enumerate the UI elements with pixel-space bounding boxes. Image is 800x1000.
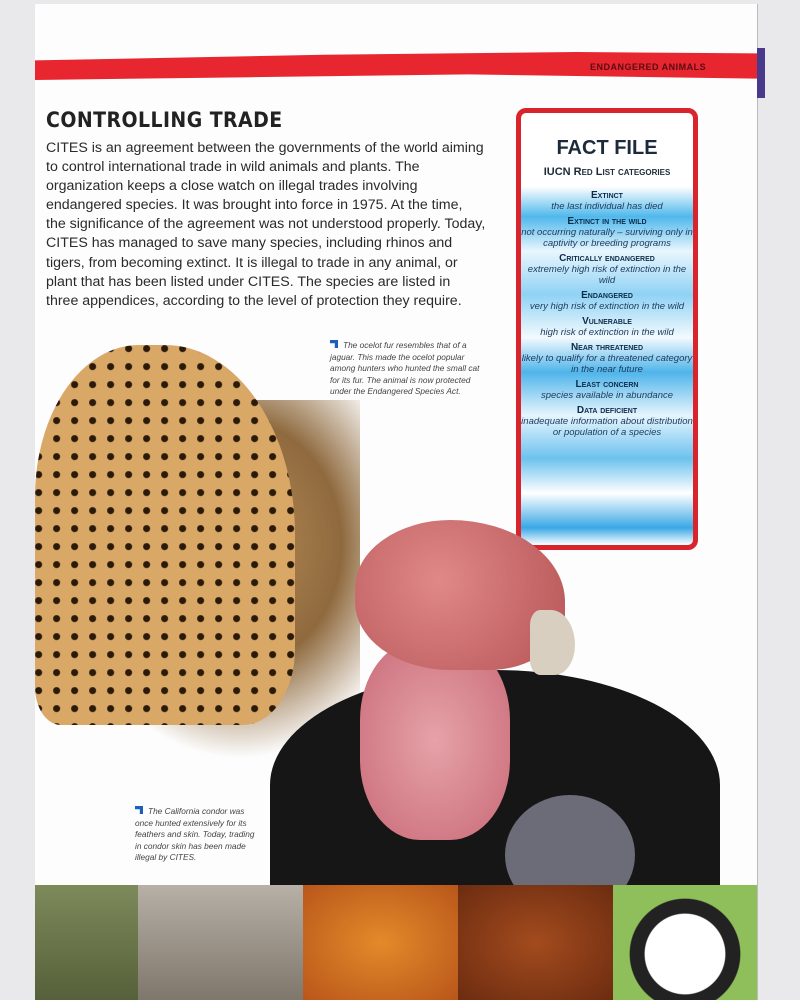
category-name: Near threatened [570, 342, 644, 353]
fact-file-item [521, 190, 693, 212]
fact-file-item [521, 405, 693, 438]
ocelot-illustration [35, 345, 295, 725]
ocelot-caption-text: The ocelot fur resembles that of a jaguar. This made the ocelot popular among hunters who hunted the small cat for its fur. The animal is now protected under the Endangered Species Act. [330, 340, 480, 397]
fact-file-title: FACT FILE [556, 137, 658, 159]
condor-caption [135, 806, 260, 864]
fact-file-item [521, 379, 693, 401]
fact-file-subtitle: IUCN Red List categories [543, 166, 671, 178]
category-description: not occurring naturally – surviving only in captivity or breeding programs [521, 227, 693, 249]
fact-file-box [516, 108, 698, 550]
fact-file-item [521, 290, 693, 312]
category-name: Least concern [575, 379, 639, 390]
ocelot-caption [330, 340, 480, 398]
category-description: extremely high risk of extinction in the wild [527, 264, 687, 286]
condor-caption-text: The California condor was once hunted extensively for its feathers and skin. Today, trading in condor skin has been made illegal by CITES. [135, 806, 255, 863]
category-description: high risk of extinction in the wild [540, 327, 674, 338]
rhino-photo [138, 885, 303, 1000]
golden-lion-tamarin-photo [303, 885, 458, 1000]
category-name: Vulnerable [582, 316, 632, 327]
fact-file-item [521, 216, 693, 249]
category-description: the last individual has died [551, 201, 663, 212]
fact-file-item [521, 253, 693, 286]
animal-photo-strip [35, 885, 757, 1000]
orangutan-photo [458, 885, 613, 1000]
fact-file-list [521, 190, 693, 438]
fact-file-item [521, 342, 693, 375]
section-label: ENDANGERED ANIMALS [590, 62, 707, 72]
caption-marker-icon [135, 806, 143, 814]
category-name: Extinct [591, 190, 623, 201]
panda-photo [613, 885, 757, 1000]
page-edge-tab [757, 48, 765, 98]
fact-file-item [521, 316, 693, 338]
article-title: CONTROLLING TRADE [46, 108, 283, 132]
condor-neck-photo [360, 640, 510, 840]
category-name: Extinct in the wild [567, 216, 647, 227]
category-description: inadequate information about distribution or population of a species [521, 416, 693, 438]
category-name: Endangered [581, 290, 633, 301]
category-name: Critically endangered [559, 253, 655, 264]
article-body: CITES is an agreement between the governments of the world aiming to control international trade in wild animals and plants. The organization keeps a close watch on illegal trades involving endangered species. It was brought into force in 1975. At the time, the significance of the agreement was not understood properly. Today, CITES has managed to save many species, including rhinos and tigers, from becoming extinct. It is illegal to trade in any animal, or plant that has been listed under CITES. The species are listed in three appendices, according to the level of protection they require. [46, 140, 486, 309]
iguana-photo [35, 885, 138, 1000]
category-name: Data deficient [576, 405, 638, 416]
caption-marker-icon [330, 340, 338, 348]
category-description: likely to qualify for a threatened category in the near future [521, 353, 693, 375]
category-description: species available in abundance [540, 390, 674, 401]
category-description: very high risk of extinction in the wild [529, 301, 685, 312]
